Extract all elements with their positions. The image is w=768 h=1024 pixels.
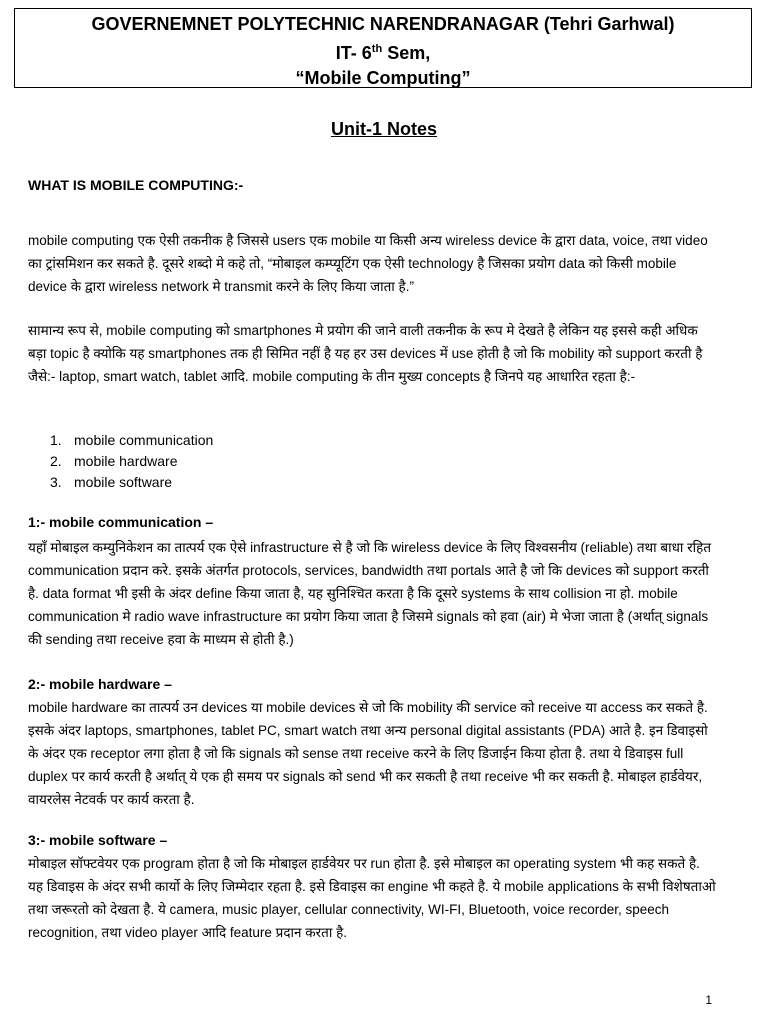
section-communication-heading: 1:- mobile communication – — [28, 514, 214, 530]
section-communication-text: यहाँ मोबाइल कम्युनिकेशन का तात्पर्य एक ऐसे infrastructure से है जो कि wireless device के लिए विश्वसनीय (reliable) तथा बाधा रहित communication प्रदान करे. इसके अंतर्गत protocols, services, bandwidth तथा portals आते है जो कि devices को support करती है. data format भी इसी के अंदर define किया जाता है, यह सुनिश्चित करता है कि दूसरे systems के साथ collision ना हो. mobile communication मे radio wave infrastructure का प्रयोग किया जाता है जिसमे signals को हवा (air) मे भेजा जाता है (अर्थात् signals की sending तथा receive हवा के माध्यम से होती है.) — [28, 540, 712, 647]
scope-paragraph: सामान्य रूप से, mobile computing को smartphones मे प्रयोग की जाने वाली तकनीक के रूप मे देखते है लेकिन यह इससे कही अधिक बड़ा topic है क्योकि यह smartphones तक ही सिमित नहीं है यह हर उस devices में use होती है जो कि mobility को support करती है जैसे:- laptop, smart watch, tablet आदि. mobile computing के तीन मुख्य concepts है जिनपे यह आधारित रहता है:- — [28, 323, 703, 384]
course-semester: IT- 6th Sem, — [335, 43, 431, 63]
section-hardware-heading: 2:- mobile hardware – — [28, 676, 172, 692]
institute-name: GOVERNEMNET POLYTECHNIC NARENDRANAGAR (Tehri Garhwal) — [91, 14, 675, 34]
list-item: 2. mobile hardware — [50, 453, 178, 469]
list-item: 3. mobile software — [50, 474, 173, 490]
concepts-list — [50, 430, 213, 493]
document-header — [14, 8, 752, 88]
what-is-heading: WHAT IS MOBILE COMPUTING:- — [28, 177, 244, 193]
unit-title: Unit-1 Notes — [330, 119, 437, 139]
section-software-text: मोबाइल सॉफ्टवेयर एक program होता है जो कि मोबाइल हार्डवेयर पर run होता है. इसे मोबाइल का operating system भी कह सकते है. यह डिवाइस के अंदर सभी कार्यो के लिए जिम्मेदार रहता है. इसे डिवाइस का engine भी कहते है. ये mobile applications के सभी विशेषताओ तथा जरूरतो को देखता है. ये camera, music player, cellular connectivity, WI-FI, Bluetooth, voice recorder, speech recognition, तथा video player आदि feature प्रदान करता है. — [28, 856, 716, 940]
intro-paragraph: mobile computing एक ऐसी तकनीक है जिससे users एक mobile या किसी अन्य wireless device के द्वारा data, voice, तथा video का ट्रांसमिशन कर सकते है. दूसरे शब्दो मे कहे तो, “मोबाइल कम्प्यूटिंग एक ऐसी technology है जिसका प्रयोग data को किसी mobile device के द्वारा wireless network मे transmit करने के लिए किया जाता है.” — [28, 233, 708, 294]
section-software-heading: 3:- mobile software – — [28, 832, 168, 848]
section-hardware-text: mobile hardware का तात्पर्य उन devices या mobile devices से जो कि mobility की service को receive या access कर सकते है. इसके अंदर laptops, smartphones, tablet PC, smart watch तथा अन्य personal digital assistants (PDA) आते है. इन डिवाइसो के अंदर एक receptor लगा होता है जो कि signals को sense तथा receive करने के लिए डिजाईन किया होता है. तथा ये डिवाइस full duplex पर कार्य करती है अर्थात् ये एक ही समय पर signals को send भी कर सकती है तथा receive भी कर सकती है. मोबाइल हार्डवेयर, वायरलेस नेटवर्क पर कार्य करता है. — [28, 700, 708, 807]
page-number: 1 — [705, 993, 712, 1007]
subject-title: “Mobile Computing” — [295, 68, 471, 88]
list-item: 1. mobile communication — [50, 432, 214, 448]
